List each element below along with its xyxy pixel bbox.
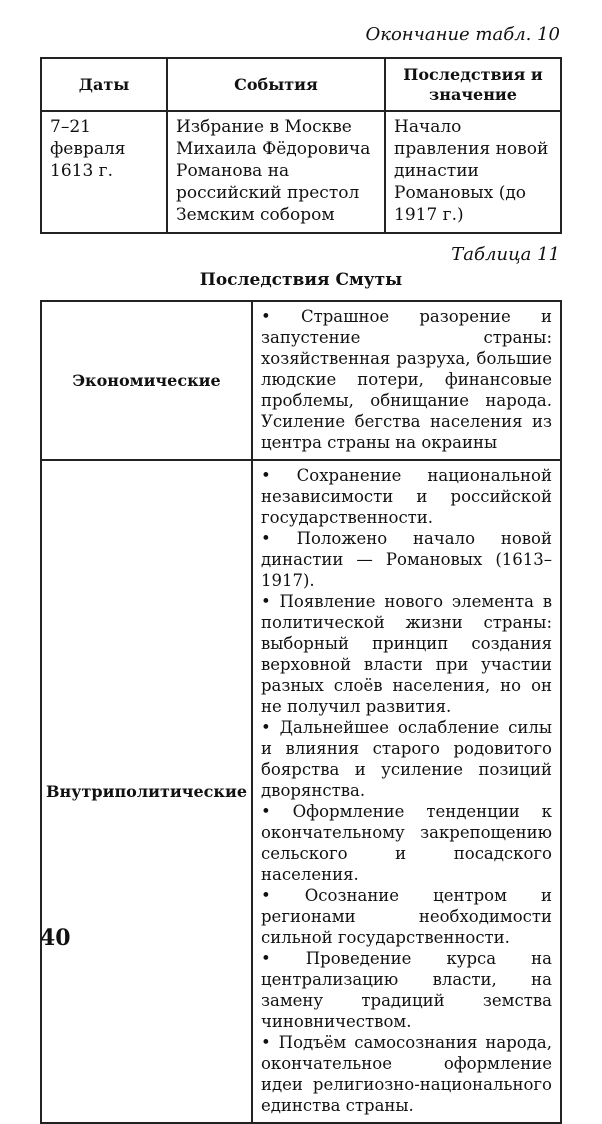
table-11-title: Последствия Смуты [199, 270, 403, 290]
table-row-economic [41, 301, 561, 460]
list-item: • Положено начало новой династии — Романовых (1613–1917). [261, 529, 552, 590]
cell-event: Избрание в Москве Михаила Фёдоровича Романова на российский престол Земским собором [167, 111, 385, 233]
continuation-caption: Окончание табл. 10 [365, 24, 560, 45]
table-11-caption: Таблица 11 [451, 244, 560, 265]
row-content-economic [252, 301, 561, 460]
table-row [41, 111, 561, 233]
header-consequences: Последствия и значение [385, 58, 561, 111]
header-events: События [167, 58, 385, 111]
list-item: • Страшное разорение и запустение страны: хозяйственная разруха, большие людские потери, финансовые проблемы, обнищание народа. Усиление бегства населения из центра страны на окраины [261, 307, 552, 452]
header-dates: Даты [41, 58, 167, 111]
list-item: • Подъём самосознания народа, окончательное оформление идеи религиозно-национального единства страны. [261, 1033, 552, 1115]
list-item: • Появление нового элемента в политической жизни страны: выборный принцип создания верховной власти при участии разных слоёв населения, но он не получил развития. [261, 592, 552, 716]
list-item: • Дальнейшее ослабление силы и влияния старого родовитого боярства и усиление позиций дворянства. [261, 718, 552, 800]
cell-consequence: Начало правления новой династии Романовых (до 1917 г.) [385, 111, 561, 233]
row-content-domestic [252, 460, 561, 1123]
list-item: • Сохранение национальной независимости и российской государственности. [261, 466, 552, 527]
row-label-domestic: Внутриполитические [41, 460, 252, 1123]
list-item: • Проведение курса на централизацию власти, на замену традиций земства чиновничеством. [261, 949, 552, 1031]
table-row-domestic [41, 460, 561, 1123]
table-10 [40, 57, 562, 234]
cell-date: 7–21 февраля 1613 г. [41, 111, 167, 233]
list-item: • Осознание центром и регионами необходимости сильной государственности. [261, 886, 552, 947]
page-number: 40 [40, 925, 71, 951]
row-label-economic: Экономические [41, 301, 252, 460]
table-header-row [41, 58, 561, 111]
table-11 [40, 300, 562, 1124]
list-item: • Оформление тенденции к окончательному закрепощению сельского и посадского населения. [261, 802, 552, 884]
